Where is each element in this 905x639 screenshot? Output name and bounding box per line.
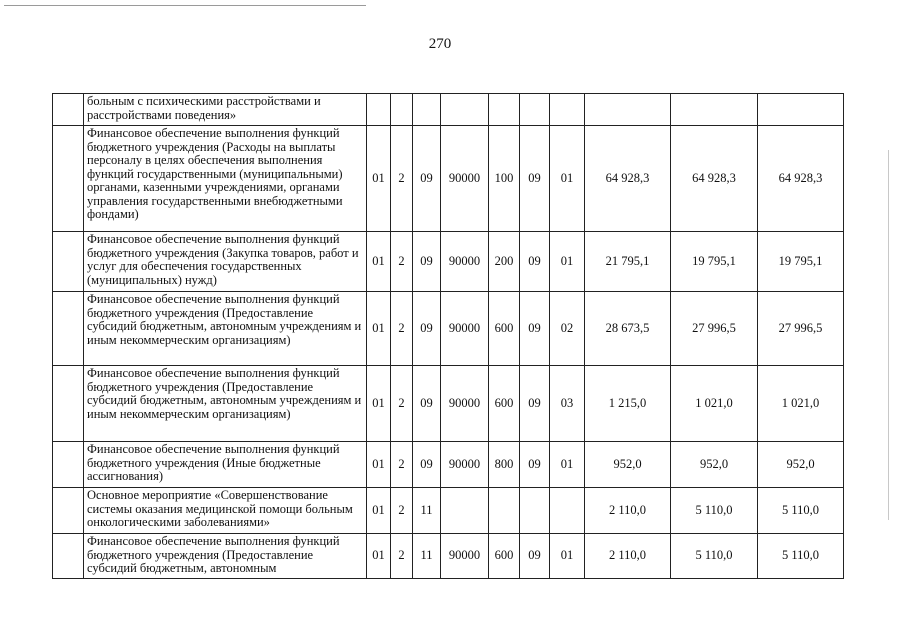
row-description: Финансовое обеспечение выполнения функций бюджетного учреждения (Закупка товаров, работ и услуг для обеспечения государственных (муниципальных) нужд) xyxy=(84,232,367,292)
code-cell: 90000 xyxy=(441,232,489,292)
budget-table xyxy=(52,93,844,579)
code-cell: 09 xyxy=(413,292,441,366)
blank-cell xyxy=(53,442,84,488)
code-cell xyxy=(489,488,520,534)
amount-cell: 1 021,0 xyxy=(671,366,758,442)
amount-cell: 19 795,1 xyxy=(671,232,758,292)
code-cell: 09 xyxy=(413,232,441,292)
table-row xyxy=(53,442,844,488)
table-row xyxy=(53,94,844,126)
code-cell: 2 xyxy=(391,442,413,488)
code-cell: 01 xyxy=(367,442,391,488)
code-cell: 11 xyxy=(413,534,441,579)
amount-cell: 5 110,0 xyxy=(671,488,758,534)
code-cell: 01 xyxy=(367,126,391,232)
blank-cell xyxy=(53,366,84,442)
blank-cell xyxy=(53,488,84,534)
code-cell: 09 xyxy=(520,232,550,292)
blank-cell xyxy=(53,126,84,232)
blank-cell xyxy=(53,292,84,366)
row-description: больным с психическими расстройствами и расстройствами поведения» xyxy=(84,94,367,126)
code-cell: 01 xyxy=(550,534,585,579)
code-cell: 01 xyxy=(550,126,585,232)
amount-cell: 952,0 xyxy=(585,442,671,488)
amount-cell: 5 110,0 xyxy=(758,488,844,534)
row-description: Финансовое обеспечение выполнения функций бюджетного учреждения (Расходы на выплаты персоналу в целях обеспечения выполнения функций государственными (муниципальными) органами, казенными учреждениями, органами управления государственными внебюджетными фондами) xyxy=(84,126,367,232)
code-cell: 09 xyxy=(413,366,441,442)
row-description: Финансовое обеспечение выполнения функций бюджетного учреждения (Предоставление субсидий бюджетным, автономным xyxy=(84,534,367,579)
code-cell xyxy=(413,94,441,126)
code-cell: 600 xyxy=(489,366,520,442)
amount-cell: 1 215,0 xyxy=(585,366,671,442)
amount-cell xyxy=(671,94,758,126)
amount-cell: 28 673,5 xyxy=(585,292,671,366)
page-number: 270 xyxy=(428,36,452,52)
amount-cell xyxy=(758,94,844,126)
code-cell xyxy=(550,94,585,126)
row-description: Финансовое обеспечение выполнения функций бюджетного учреждения (Предоставление субсидий бюджетным, автономным учреждениям и иным некоммерческим организациям) xyxy=(84,292,367,366)
amount-cell: 2 110,0 xyxy=(585,534,671,579)
table-row xyxy=(53,292,844,366)
amount-cell: 27 996,5 xyxy=(671,292,758,366)
code-cell: 01 xyxy=(550,442,585,488)
amount-cell: 5 110,0 xyxy=(671,534,758,579)
code-cell: 01 xyxy=(367,292,391,366)
table-row xyxy=(53,534,844,579)
code-cell: 2 xyxy=(391,366,413,442)
row-description: Финансовое обеспечение выполнения функций бюджетного учреждения (Предоставление субсидий бюджетным, автономным учреждениям и иным некоммерческим организациям) xyxy=(84,366,367,442)
blank-cell xyxy=(53,94,84,126)
code-cell xyxy=(520,488,550,534)
amount-cell: 1 021,0 xyxy=(758,366,844,442)
code-cell: 09 xyxy=(413,126,441,232)
code-cell: 09 xyxy=(520,292,550,366)
code-cell xyxy=(520,94,550,126)
code-cell: 09 xyxy=(520,126,550,232)
amount-cell: 21 795,1 xyxy=(585,232,671,292)
scan-edge-line xyxy=(888,150,889,520)
code-cell: 01 xyxy=(367,366,391,442)
amount-cell: 2 110,0 xyxy=(585,488,671,534)
code-cell: 90000 xyxy=(441,534,489,579)
table-row xyxy=(53,366,844,442)
code-cell xyxy=(441,488,489,534)
code-cell: 01 xyxy=(550,232,585,292)
amount-cell: 952,0 xyxy=(671,442,758,488)
top-rule xyxy=(4,5,366,6)
code-cell: 01 xyxy=(367,534,391,579)
code-cell xyxy=(391,94,413,126)
code-cell: 600 xyxy=(489,534,520,579)
amount-cell: 5 110,0 xyxy=(758,534,844,579)
code-cell: 2 xyxy=(391,534,413,579)
code-cell: 01 xyxy=(367,488,391,534)
table-row xyxy=(53,488,844,534)
code-cell: 11 xyxy=(413,488,441,534)
code-cell: 09 xyxy=(520,534,550,579)
row-description: Финансовое обеспечение выполнения функций бюджетного учреждения (Иные бюджетные ассигнования) xyxy=(84,442,367,488)
blank-cell xyxy=(53,534,84,579)
code-cell xyxy=(550,488,585,534)
amount-cell xyxy=(585,94,671,126)
code-cell: 90000 xyxy=(441,366,489,442)
code-cell: 90000 xyxy=(441,126,489,232)
amount-cell: 64 928,3 xyxy=(758,126,844,232)
code-cell: 2 xyxy=(391,488,413,534)
code-cell: 2 xyxy=(391,232,413,292)
table-row xyxy=(53,232,844,292)
amount-cell: 19 795,1 xyxy=(758,232,844,292)
table-row xyxy=(53,126,844,232)
amount-cell: 64 928,3 xyxy=(671,126,758,232)
code-cell: 03 xyxy=(550,366,585,442)
code-cell: 90000 xyxy=(441,442,489,488)
code-cell xyxy=(441,94,489,126)
blank-cell xyxy=(53,232,84,292)
code-cell: 09 xyxy=(413,442,441,488)
code-cell: 02 xyxy=(550,292,585,366)
code-cell: 01 xyxy=(367,232,391,292)
code-cell: 800 xyxy=(489,442,520,488)
code-cell: 09 xyxy=(520,442,550,488)
code-cell: 100 xyxy=(489,126,520,232)
code-cell xyxy=(489,94,520,126)
amount-cell: 64 928,3 xyxy=(585,126,671,232)
code-cell: 90000 xyxy=(441,292,489,366)
code-cell: 2 xyxy=(391,126,413,232)
row-description: Основное мероприятие «Совершенствование системы оказания медицинской помощи больным онкологическими заболеваниями» xyxy=(84,488,367,534)
code-cell: 09 xyxy=(520,366,550,442)
code-cell: 200 xyxy=(489,232,520,292)
amount-cell: 952,0 xyxy=(758,442,844,488)
amount-cell: 27 996,5 xyxy=(758,292,844,366)
code-cell xyxy=(367,94,391,126)
code-cell: 600 xyxy=(489,292,520,366)
code-cell: 2 xyxy=(391,292,413,366)
